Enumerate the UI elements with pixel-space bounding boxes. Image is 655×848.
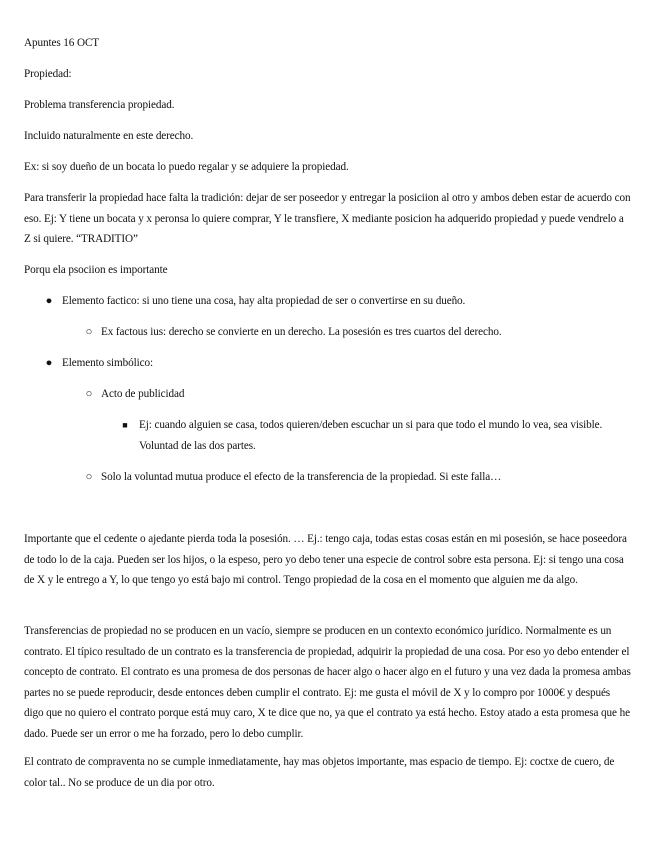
list-item: Ej: cuando alguien se casa, todos quieren/deben escuchar un si para que todo el mundo lo vea, sea visible. Voluntad de las dos partes. [139,419,603,452]
list-item: Solo la voluntad mutua produce el efecto de la transferencia de la propiedad. Si este falla… [101,471,502,483]
bullet-circle-icon: ○ [85,326,93,338]
section-heading: Propiedad: [24,68,72,80]
bullet-circle-icon: ○ [85,471,93,483]
paragraph: Para transferir la propiedad hace falta la tradición: dejar de ser poseedor y entregar la posiciion al otro y ambos deben estar de acuerdo con eso. Ej: Y tiene un bocata y x peronsa lo quiere comprar, Y le transfiere, X mediante posicion ha adquerido propiedad y puede vendrelo a Z si quiere. “TRADITIO” [24,192,631,245]
paragraph: Ex: si soy dueño de un bocata lo puedo regalar y se adquiere la propiedad. [24,161,349,173]
document-title: Apuntes 16 OCT [24,37,100,49]
paragraph: Transferencias de propiedad no se producen en un vacío, siempre se producen en un contexto económico jurídico. Normalmente es un contrato. El típico resultado de un contrato es la transferencia de propiedad, adquirir la propiedad de una cosa. Por eso yo debo entender el concepto de contrato. El contrato es una promesa de dos personas de hacer algo o hacer algo en el futuro y una vez dada la promesa ambas partes no se puede reproducir, desde entonces deben cumplir el contrato. Ej: me gusta el móvil de X y lo compro por 1000€ y después digo que no quiero el contrato porque está muy caro, X te dice que no, ya que el contrato ya está hecho. Estoy atado a esta promesa que he dado. Puede ser un error o me ha forzado, pero lo debo cumplir. [24,625,631,740]
list-item: Elemento simbólico: [62,357,154,369]
paragraph: Problema transferencia propiedad. [24,99,175,111]
list-item: Acto de publicidad [101,388,185,400]
paragraph: Incluido naturalmente en este derecho. [24,130,194,142]
paragraph: Porqu ela psociion es importante [24,264,168,276]
list-item: Ex factous ius: derecho se convierte en un derecho. La posesión es tres cuartos del derecho. [101,326,502,338]
bullet-disc-icon: ● [45,295,53,307]
bullet-disc-icon: ● [45,357,53,369]
bullet-circle-icon: ○ [85,388,93,400]
bullet-square-icon: ■ [122,420,128,430]
list-item: Elemento factico: si uno tiene una cosa, hay alta propiedad de ser o convertirse en su dueño. [62,295,466,307]
paragraph: El contrato de compraventa no se cumple inmediatamente, hay mas objetos importante, mas espacio de tiempo. Ej: coctxe de cuero, de color tal.. No se produce de un dia por otro. [24,756,615,789]
paragraph: Importante que el cedente o ajedante pierda toda la posesión. … Ej.: tengo caja, todas estas cosas están en mi posesión, se hace poseedora de todo lo de la caja. Pueden ser los hijos, o la espeso, pero yo debo tener una especie de control sobre esta persona. Ej: si tengo una cosa de X y le entrego a Y, lo que tengo yo está bajo mi control. Tengo propiedad de la cosa en el momento que alguien me da algo. [24,533,627,586]
